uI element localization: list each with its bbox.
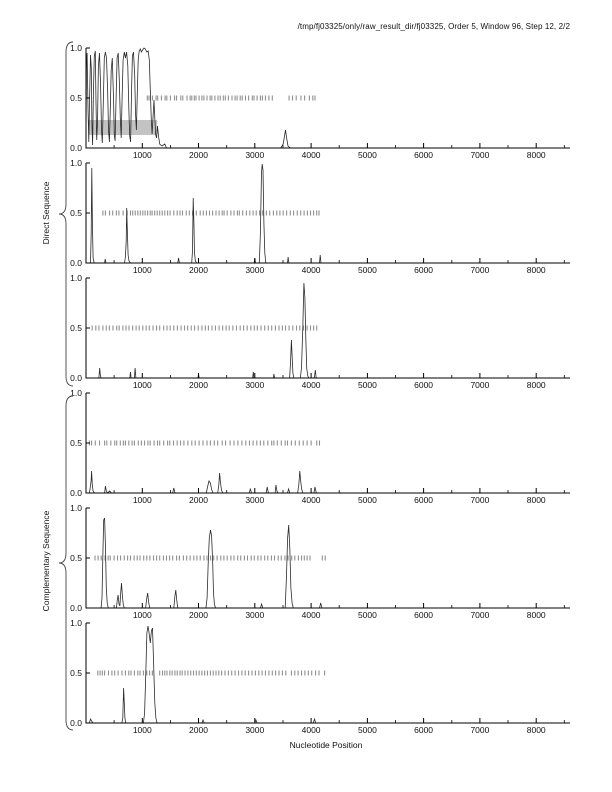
y-tick-label: 1.0 [70,158,82,168]
x-tick-label: 2000 [189,495,208,505]
panel-direct-frame-3 [70,273,570,390]
x-tick-label: 1000 [132,150,152,160]
x-tick-label: 4000 [301,380,321,390]
x-tick-label: 6000 [414,725,434,735]
probability-curve [86,164,566,263]
panel-axes [86,163,570,263]
x-tick-label: 6000 [414,150,434,160]
y-tick-label: 1.0 [70,43,82,53]
x-tick-label: 8000 [526,610,546,620]
x-tick-label: 3000 [245,150,265,160]
x-tick-label: 8000 [526,150,546,160]
y-tick-label: 1.0 [70,618,82,628]
panel-axes [86,508,570,608]
x-tick-label: 7000 [470,725,490,735]
panel-axes [86,393,570,493]
x-tick-label: 8000 [526,265,546,275]
y-tick-label: 0.0 [70,488,82,498]
stop-codon-markers [89,441,319,446]
x-tick-label: 7000 [470,380,490,390]
y-tick-label: 1.0 [70,503,82,513]
x-tick-label: 4000 [301,725,321,735]
direct-sequence-label: Direct Sequence [41,181,51,245]
x-tick-label: 6000 [414,495,434,505]
y-tick-label: 0.5 [70,208,82,218]
x-tick-label: 5000 [357,495,377,505]
x-tick-label: 6000 [414,380,434,390]
x-tick-label: 8000 [526,495,546,505]
panel-direct-frame-1 [70,43,570,160]
x-tick-label: 3000 [245,725,265,735]
x-tick-label: 2000 [189,150,208,160]
x-tick-label: 2000 [189,265,208,275]
x-tick-label: 6000 [414,265,434,275]
y-tick-label: 0.0 [70,373,82,383]
x-axis-title: Nucleotide Position [289,740,363,750]
panel-complementary-frame-1 [70,388,570,505]
panel-axes [86,278,570,378]
y-tick-label: 0.0 [70,258,82,268]
panel-axes [86,623,570,723]
x-tick-label: 7000 [470,495,490,505]
x-tick-label: 3000 [245,265,265,275]
x-tick-label: 5000 [357,150,377,160]
coding-region-bar [88,120,157,135]
stop-codon-markers [95,556,325,561]
x-tick-label: 6000 [414,610,434,620]
stop-codon-markers [92,326,317,331]
complementary-sequence-label: Complementary Sequence [41,510,51,612]
probability-curve [86,283,566,378]
x-tick-label: 1000 [132,380,152,390]
x-tick-label: 7000 [470,265,490,275]
x-tick-label: 4000 [301,610,321,620]
x-tick-label: 8000 [526,725,546,735]
y-tick-label: 1.0 [70,273,82,283]
y-tick-label: 0.5 [70,438,82,448]
panel-direct-frame-2 [70,158,570,275]
x-tick-label: 5000 [357,725,377,735]
x-tick-label: 4000 [301,265,321,275]
x-tick-label: 3000 [245,380,265,390]
x-tick-label: 4000 [301,495,321,505]
panel-complementary-frame-3 [70,618,570,735]
x-tick-label: 5000 [357,265,377,275]
y-tick-label: 0.5 [70,93,82,103]
panel-complementary-frame-2 [70,503,570,620]
y-tick-label: 0.5 [70,668,82,678]
x-tick-label: 1000 [132,725,152,735]
y-tick-label: 0.5 [70,553,82,563]
x-tick-label: 2000 [189,380,208,390]
x-tick-label: 1000 [132,610,152,620]
x-tick-label: 2000 [189,725,208,735]
y-tick-label: 0.0 [70,143,82,153]
x-tick-label: 5000 [357,610,377,620]
stop-codon-markers [98,671,325,676]
probability-curve [86,518,566,608]
x-tick-label: 4000 [301,150,321,160]
y-tick-label: 1.0 [70,388,82,398]
y-tick-label: 0.5 [70,323,82,333]
page-title: /tmp/fj03325/only/raw_result_dir/fj03325, Order 5, Window 96, Step 12, 2/2 [297,22,570,31]
x-tick-label: 7000 [470,610,490,620]
x-tick-label: 2000 [189,610,208,620]
x-tick-label: 1000 [132,495,152,505]
x-tick-label: 8000 [526,380,546,390]
x-tick-label: 3000 [245,610,265,620]
y-tick-label: 0.0 [70,603,82,613]
stop-codon-markers [147,96,315,101]
x-tick-label: 7000 [470,150,490,160]
probability-curve [86,626,566,723]
stop-codon-markers [103,211,319,216]
y-tick-label: 0.0 [70,718,82,728]
x-tick-label: 5000 [357,380,377,390]
x-tick-label: 3000 [245,495,265,505]
x-tick-label: 1000 [132,265,152,275]
probability-curve [86,471,566,493]
